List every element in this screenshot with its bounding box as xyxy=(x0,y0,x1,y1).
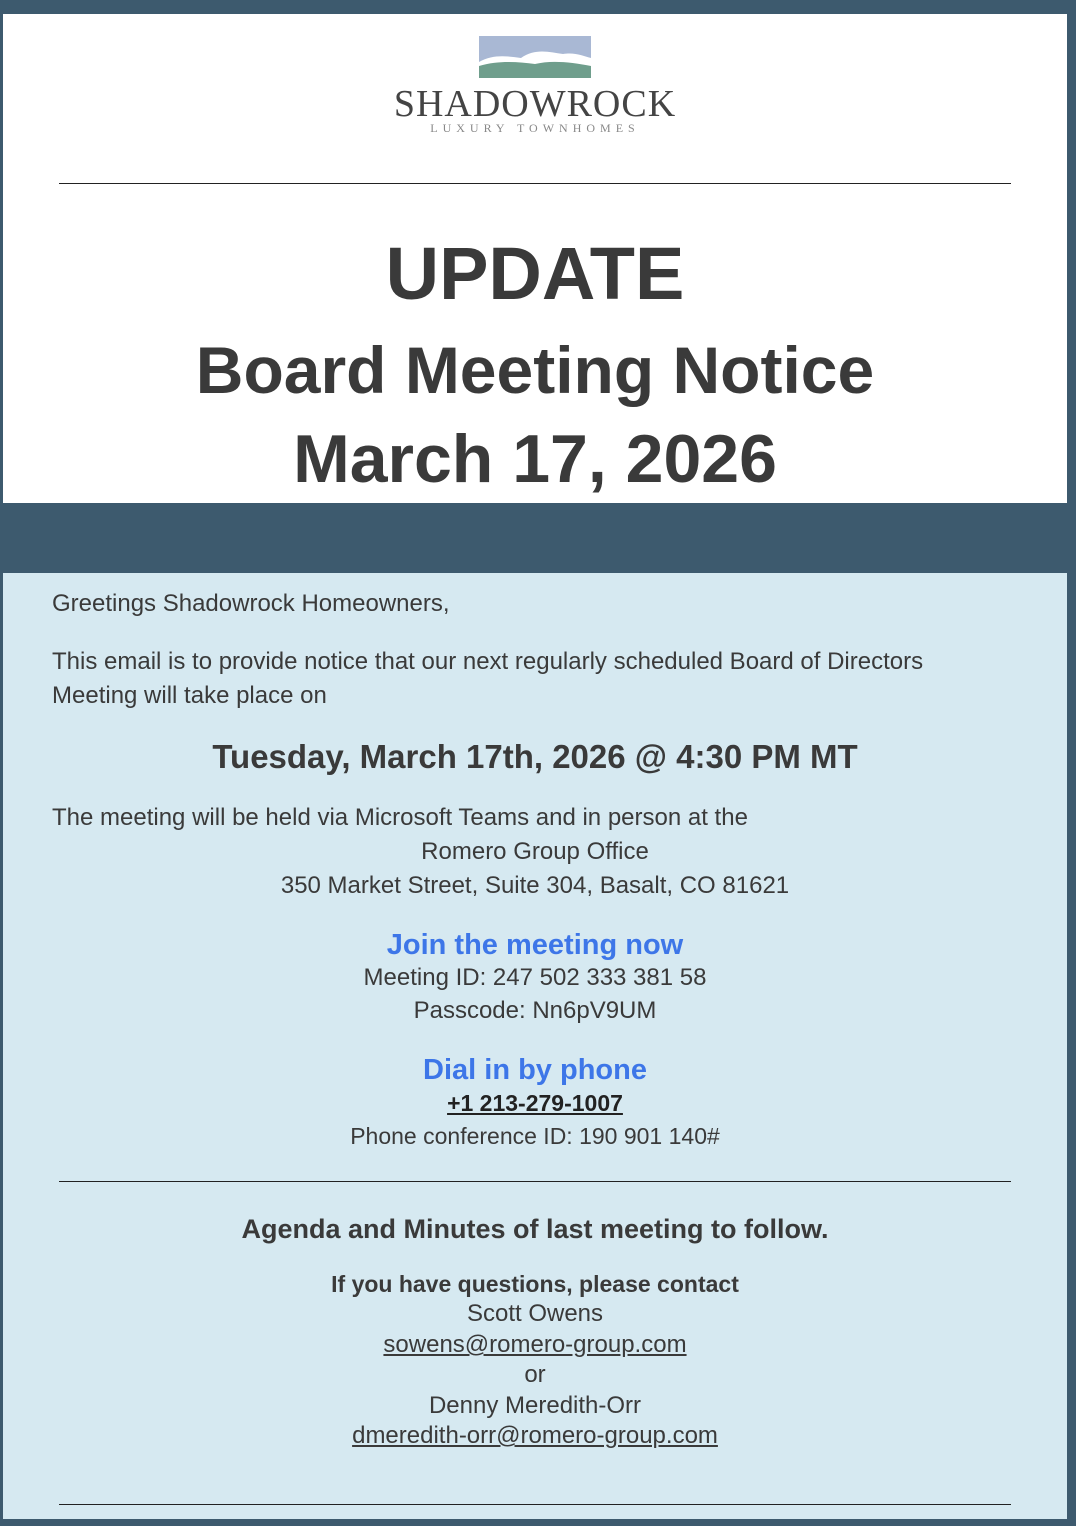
contact1-email-link[interactable]: sowens@romero-group.com xyxy=(383,1331,687,1358)
phone-row xyxy=(3,1088,1067,1118)
intro-text: This email is to provide notice that our next regularly scheduled Board of Directors Meeting will take place on xyxy=(52,648,924,709)
divider xyxy=(59,183,1011,184)
notice-title: Board Meeting Notice xyxy=(195,333,875,407)
greeting: Greetings Shadowrock Homeowners, xyxy=(52,590,450,617)
header-card xyxy=(3,14,1067,503)
or-text: or xyxy=(524,1361,546,1388)
location-intro: The meeting will be held via Microsoft Teams and in person at the xyxy=(52,804,748,831)
contact2-email-row xyxy=(3,1419,1067,1453)
meeting-id: Meeting ID: 247 502 333 381 58 xyxy=(363,964,707,991)
contact1-name: Scott Owens xyxy=(466,1300,604,1327)
location-address: 350 Market Street, Suite 304, Basalt, CO 81621 xyxy=(280,872,790,899)
location-name: Romero Group Office xyxy=(421,838,649,865)
mountain-logo-icon xyxy=(479,36,591,78)
phone-number-link[interactable]: +1 213-279-1007 xyxy=(447,1090,623,1116)
logo-name: SHADOWROCK xyxy=(393,83,677,125)
body-card xyxy=(3,573,1067,1519)
dial-link-row xyxy=(3,1053,1067,1087)
conference-id: Phone conference ID: 190 901 140# xyxy=(350,1123,720,1149)
divider xyxy=(59,1504,1011,1505)
contact-heading: If you have questions, please contact xyxy=(331,1271,739,1297)
contact1-email-row xyxy=(3,1328,1067,1362)
divider xyxy=(59,1181,1011,1182)
notice-date: March 17, 2026 xyxy=(293,421,777,497)
join-meeting-link[interactable]: Join the meeting now xyxy=(386,929,684,961)
meeting-time: Tuesday, March 17th, 2026 @ 4:30 PM MT xyxy=(212,738,858,775)
agenda-note: Agenda and Minutes of last meeting to follow. xyxy=(241,1214,829,1244)
update-heading: UPDATE xyxy=(385,232,685,315)
passcode: Passcode: Nn6pV9UM xyxy=(413,997,657,1024)
contact2-email-link[interactable]: dmeredith-orr@romero-group.com xyxy=(352,1422,718,1449)
contact2-name: Denny Meredith-Orr xyxy=(428,1392,642,1419)
join-link-row xyxy=(3,928,1067,962)
logo-tagline: LUXURY TOWNHOMES xyxy=(430,121,640,135)
shadowrock-logo xyxy=(3,36,1067,134)
dial-in-link[interactable]: Dial in by phone xyxy=(423,1054,647,1086)
